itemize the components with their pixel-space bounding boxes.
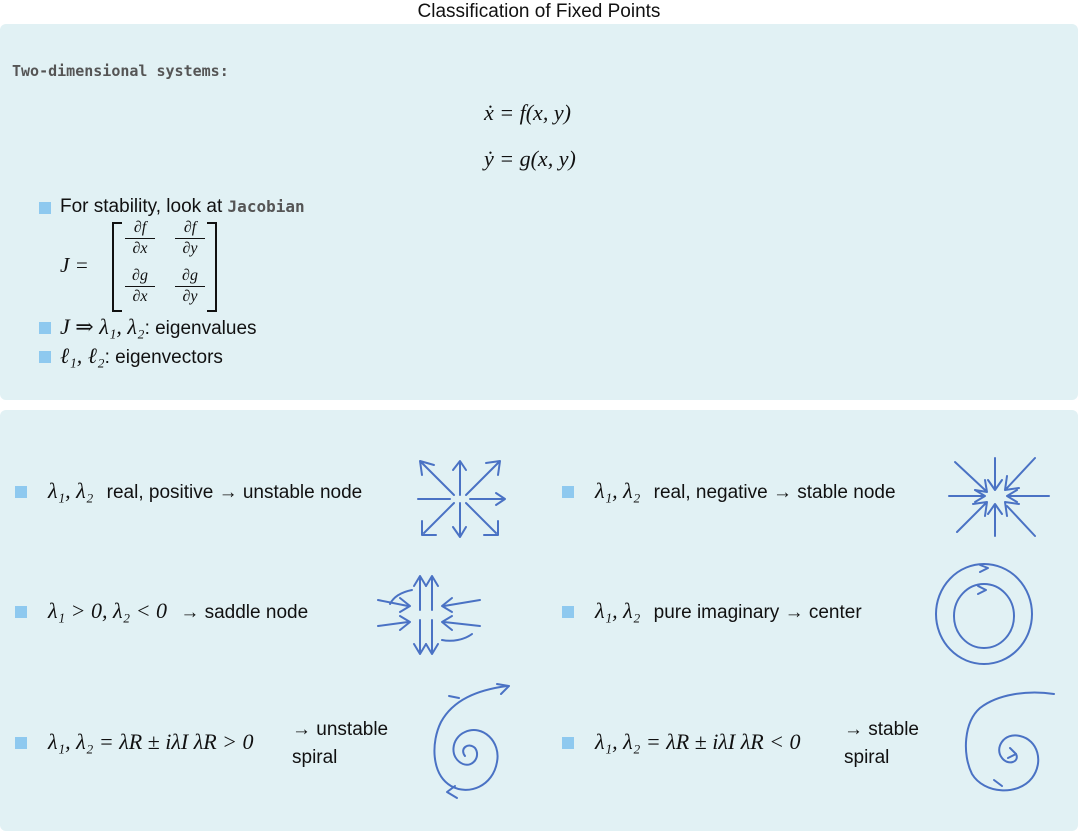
case-text: real, positive → unstable node bbox=[106, 482, 363, 503]
cases-panel bbox=[0, 410, 1078, 831]
case-text-bottom: spiral bbox=[292, 747, 338, 768]
bullet-marker bbox=[39, 322, 51, 334]
case-saddle-node bbox=[48, 598, 308, 624]
page-title: Classification of Fixed Points bbox=[417, 1, 661, 22]
case-math: λ₁, λ₂ = λR ± iλI λR < 0 bbox=[595, 729, 801, 754]
case-center bbox=[595, 598, 862, 624]
stability-text: For stability, look at bbox=[60, 196, 223, 217]
case-math: λ₁, λ₂ bbox=[595, 478, 641, 503]
section-heading: Two-dimensional systems: bbox=[12, 62, 229, 80]
saddle-node-sketch bbox=[372, 570, 487, 660]
case-text: real, negative → stable node bbox=[653, 482, 896, 503]
case-unstable-node bbox=[48, 478, 362, 504]
jacobian-code[interactable]: Jacobian bbox=[227, 197, 305, 216]
jacobian-entry: ∂f ∂y bbox=[175, 219, 205, 258]
jacobian-entry: ∂g ∂y bbox=[175, 267, 205, 306]
case-math: λ₁, λ₂ bbox=[595, 598, 641, 623]
equation-x-dot: ẋ = f(x, y) bbox=[484, 100, 571, 125]
stable-spiral-sketch bbox=[958, 688, 1058, 798]
case-text: pure imaginary → center bbox=[653, 602, 862, 623]
bullet-stability bbox=[60, 196, 305, 218]
bullet-eigenvalues bbox=[60, 314, 257, 340]
eigenvalues-text: : eigenvalues bbox=[144, 318, 257, 339]
bullet-marker bbox=[15, 606, 27, 618]
eigenvectors-text: : eigenvectors bbox=[104, 347, 223, 368]
bullet-marker bbox=[562, 486, 574, 498]
bullet-marker bbox=[15, 486, 27, 498]
case-stable-node bbox=[595, 478, 896, 504]
left-bracket bbox=[112, 222, 122, 312]
unstable-node-sketch bbox=[410, 455, 510, 540]
bullet-marker bbox=[562, 606, 574, 618]
stable-node-sketch bbox=[945, 452, 1055, 542]
bullet-marker bbox=[562, 737, 574, 749]
case-text: → saddle node bbox=[180, 602, 309, 623]
bullet-eigenvectors bbox=[60, 343, 223, 369]
case-stable-spiral bbox=[595, 729, 801, 755]
case-text-top: → unstable bbox=[292, 719, 389, 740]
jacobian-entry: ∂g ∂x bbox=[125, 267, 155, 306]
eigenvalues-math: J ⇒ λ₁, λ₂ bbox=[60, 314, 145, 339]
case-math: λ₁ > 0, λ₂ < 0 bbox=[48, 598, 168, 623]
case-text-top: → stable bbox=[844, 719, 919, 740]
case-unstable-spiral bbox=[48, 729, 254, 755]
unstable-spiral-sketch bbox=[425, 682, 520, 807]
bullet-marker bbox=[39, 351, 51, 363]
right-bracket bbox=[207, 222, 217, 312]
bullet-marker bbox=[39, 202, 51, 214]
case-text-bottom: spiral bbox=[844, 747, 890, 768]
jacobian-entry: ∂f ∂x bbox=[125, 219, 155, 258]
eigenvectors-math: ℓ₁, ℓ₂ bbox=[60, 343, 105, 368]
case-math: λ₁, λ₂ bbox=[48, 478, 94, 503]
intro-panel bbox=[0, 24, 1078, 400]
bullet-marker bbox=[15, 737, 27, 749]
jacobian-label: J = bbox=[60, 253, 89, 277]
case-math: λ₁, λ₂ = λR ± iλI λR > 0 bbox=[48, 729, 254, 754]
equation-y-dot: ẏ = g(x, y) bbox=[484, 146, 576, 171]
center-sketch bbox=[932, 560, 1038, 668]
